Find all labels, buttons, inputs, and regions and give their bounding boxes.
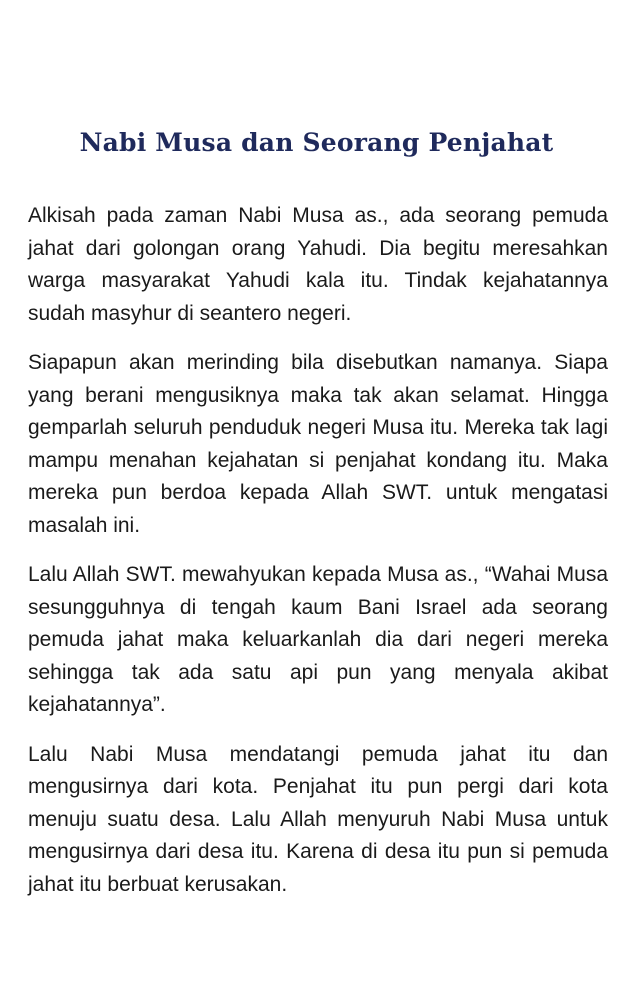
paragraph-1: Alkisah pada zaman Nabi Musa as., ada seorang pemuda jahat dari golongan orang Yahudi. Dia begitu meresahkan warga masyarakat Yahudi kala itu. Tindak kejahatannya sudah masyhur di seantero negeri.	[28, 204, 608, 325]
page-title: Nabi Musa dan Seorang Penjahat	[79, 128, 554, 157]
story-body	[28, 200, 608, 918]
paragraph-4: Lalu Nabi Musa mendatangi pemuda jahat itu dan mengusirnya dari kota. Penjahat itu pun pergi dari kota menuju suatu desa. Lalu Allah menyuruh Nabi Musa untuk mengusirnya dari desa itu. Karena di desa itu pun si pemuda jahat itu berbuat kerusakan.	[28, 742, 608, 896]
paragraph-2: Siapapun akan merinding bila disebutkan namanya. Siapa yang berani mengusiknya maka tak akan selamat. Hingga gemparlah seluruh penduduk negeri Musa itu. Mereka tak lagi mampu menahan kejahatan si penjahat kondang itu. Maka mereka pun berdoa kepada Allah SWT. untuk mengatasi masalah ini.	[28, 351, 608, 537]
paragraph-3: Lalu Allah SWT. mewahyukan kepada Musa as., “Wahai Musa sesungguhnya di tengah kaum Bani Israel ada seorang pemuda jahat maka keluarkanlah dia dari negeri mereka sehingga tak ada satu api pun yang menyala akibat kejahatannya”.	[28, 563, 608, 716]
